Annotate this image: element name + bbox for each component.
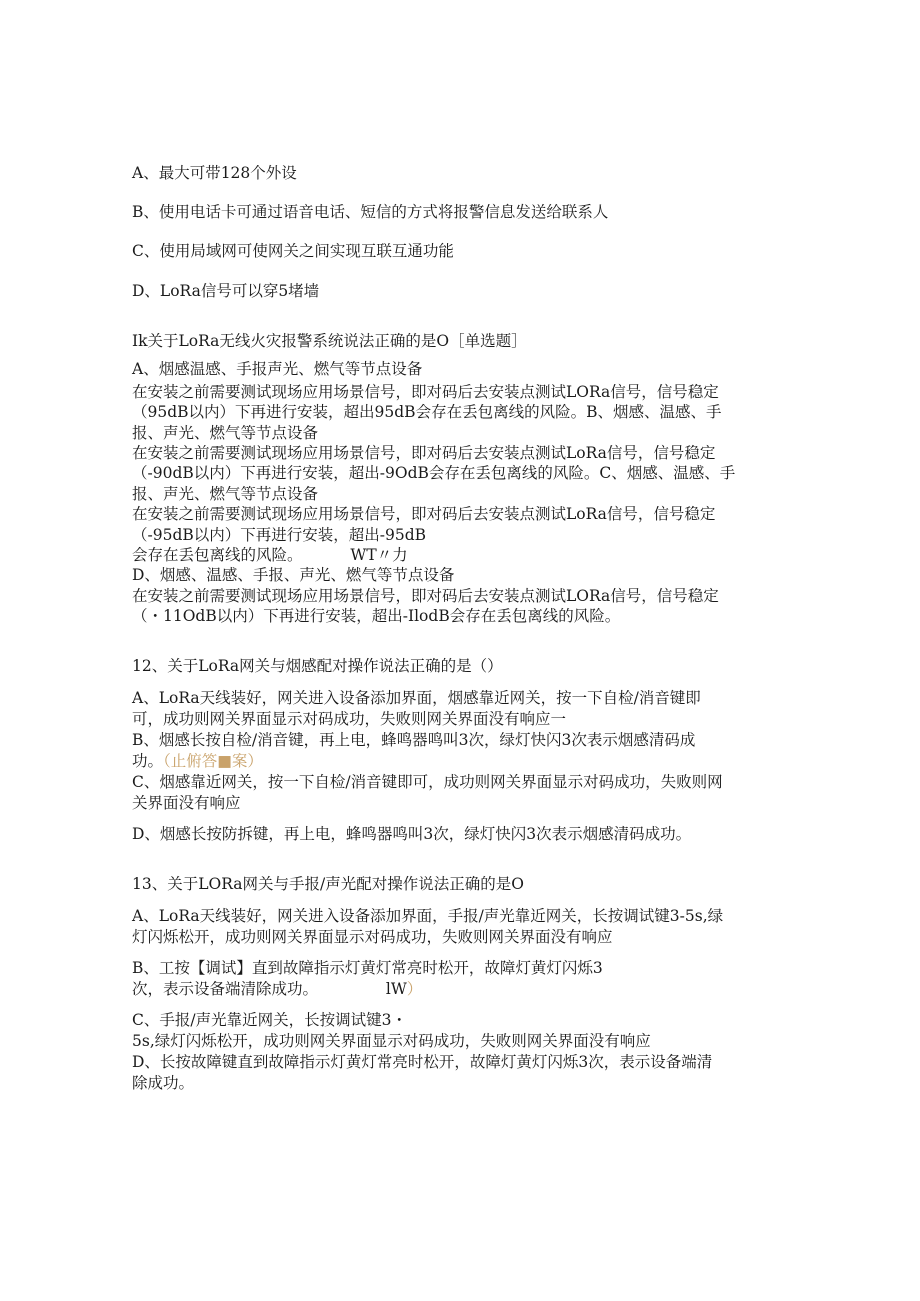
q13-b-mark-tail: ） bbox=[406, 980, 423, 998]
q10-option-a: A、最大可带128个外设 bbox=[132, 164, 297, 182]
q11-line-c-end bbox=[132, 545, 408, 565]
q12-option-a-line1: A、LoRa天线装好，网关进入设备添加界面，烟感靠近网关，按一下自检/消音键即 bbox=[132, 689, 701, 707]
q11-line: 在安装之前需要测试现场应用场景信号，即对码后去安装点测试LORa信号，信号稳定 bbox=[132, 587, 719, 605]
q11-line: 在安装之前需要测试现场应用场景信号，即对码后去安装点测试LoRa信号，信号稳定 bbox=[132, 444, 716, 462]
q11-line: （・11OdB以内）下再进行安装，超出-IlodB会存在丢包离线的风险。 bbox=[132, 607, 621, 625]
q10-option-b: B、使用电话卡可通过语音电话、短信的方式将报警信息发送给联系人 bbox=[132, 203, 609, 221]
q11-c-end-text: 会存在丢包离线的风险。 bbox=[132, 546, 303, 564]
q12-option-d: D、烟感长按防拆键，再上电，蜂鸣器鸣叫3次，绿灯快闪3次表示烟感清码成功。 bbox=[132, 825, 692, 843]
q13-option-b-line1: B、工按【调试】直到故障指示灯黄灯常亮时松开，故障灯黄灯闪烁3 bbox=[132, 959, 603, 977]
q10-option-c: C、使用局域网可使网关之间实现互联互通功能 bbox=[132, 242, 454, 260]
q12-option-b-line1: B、烟感长按自检/消音键，再上电，蜂鸣器鸣叫3次，绿灯快闪3次表示烟感清码成 bbox=[132, 731, 696, 749]
q13-option-a-line2: 灯闪烁松开，成功则网关界面显示对码成功，失败则网关界面没有响应 bbox=[132, 928, 613, 946]
q13-option-c-line1: C、手报/声光靠近网关，长按调试键3・ bbox=[132, 1011, 407, 1029]
q11-line: D、烟感、温感、手报、声光、燃气等节点设备 bbox=[132, 566, 455, 584]
q13-option-b-line2 bbox=[132, 979, 422, 999]
q13-b-end-text: 次，表示设备端清除成功。 bbox=[132, 980, 319, 998]
q10-option-d: D、LoRa信号可以穿5堵墙 bbox=[132, 282, 320, 300]
q11-line: A、烟感温感、手报声光、燃气等节点设备 bbox=[132, 360, 423, 378]
q11-line: （95dB以内）下再进行安装，超出95dB会存在丢包离线的风险。B、烟感、温感、手 bbox=[132, 403, 722, 421]
q12-option-c-line2: 关界面没有响应 bbox=[132, 794, 241, 812]
q12-answer-mark: （止俯答■案） bbox=[163, 752, 263, 770]
q13-option-d-line1: D、长按故障键直到故障指示灯黄灯常亮时松开，故障灯黄灯闪烁3次，表示设备端清 bbox=[132, 1053, 713, 1071]
q11-question: Ik关于LoRa无线火灾报警系统说法正确的是O［单选题］ bbox=[132, 332, 527, 350]
q11-line: 报、声光、燃气等节点设备 bbox=[132, 485, 319, 503]
q11-line: 在安装之前需要测试现场应用场景信号，即对码后去安装点测试LoRa信号，信号稳定 bbox=[132, 505, 716, 523]
q13-option-a-line1: A、LoRa天线装好，网关进入设备添加界面，手报/声光靠近网关，长按调试键3-5s,绿 bbox=[132, 907, 724, 925]
q13-option-d-line2: 除成功。 bbox=[132, 1074, 195, 1092]
q12-b-end-text: 功。 bbox=[132, 752, 164, 770]
q11-line: 在安装之前需要测试现场应用场景信号，即对码后去安装点测试LORa信号，信号稳定 bbox=[132, 383, 719, 401]
q13-question: 13、关于LORa网关与手报/声光配对操作说法正确的是O bbox=[132, 875, 524, 893]
q12-question: 12、关于LoRa网关与烟感配对操作说法正确的是（） bbox=[132, 657, 503, 675]
q12-option-c-line1: C、烟感靠近网关，按一下自检/消音键即可，成功则网关界面显示对码成功，失败则网 bbox=[132, 773, 723, 791]
q11-line: 报、声光、燃气等节点设备 bbox=[132, 424, 319, 442]
q11-line: （-90dB以内）下再进行安装，超出-9OdB会存在丢包离线的风险。C、烟感、温感、手 bbox=[132, 464, 736, 482]
q12-option-a-line2: 可，成功则网关界面显示对码成功，失败则网关界面没有响应一 bbox=[132, 710, 567, 728]
q13-option-c-line2: 5s,绿灯闪烁松开，成功则网关界面显示对码成功，失败则网关界面没有响应 bbox=[132, 1032, 651, 1050]
q11-line: （-95dB以内）下再进行安装，超出-95dB bbox=[132, 526, 427, 544]
q12-option-b-line2 bbox=[132, 751, 263, 771]
q13-b-mark: lW bbox=[385, 980, 407, 998]
q11-c-mark: WT〃力 bbox=[350, 546, 408, 564]
